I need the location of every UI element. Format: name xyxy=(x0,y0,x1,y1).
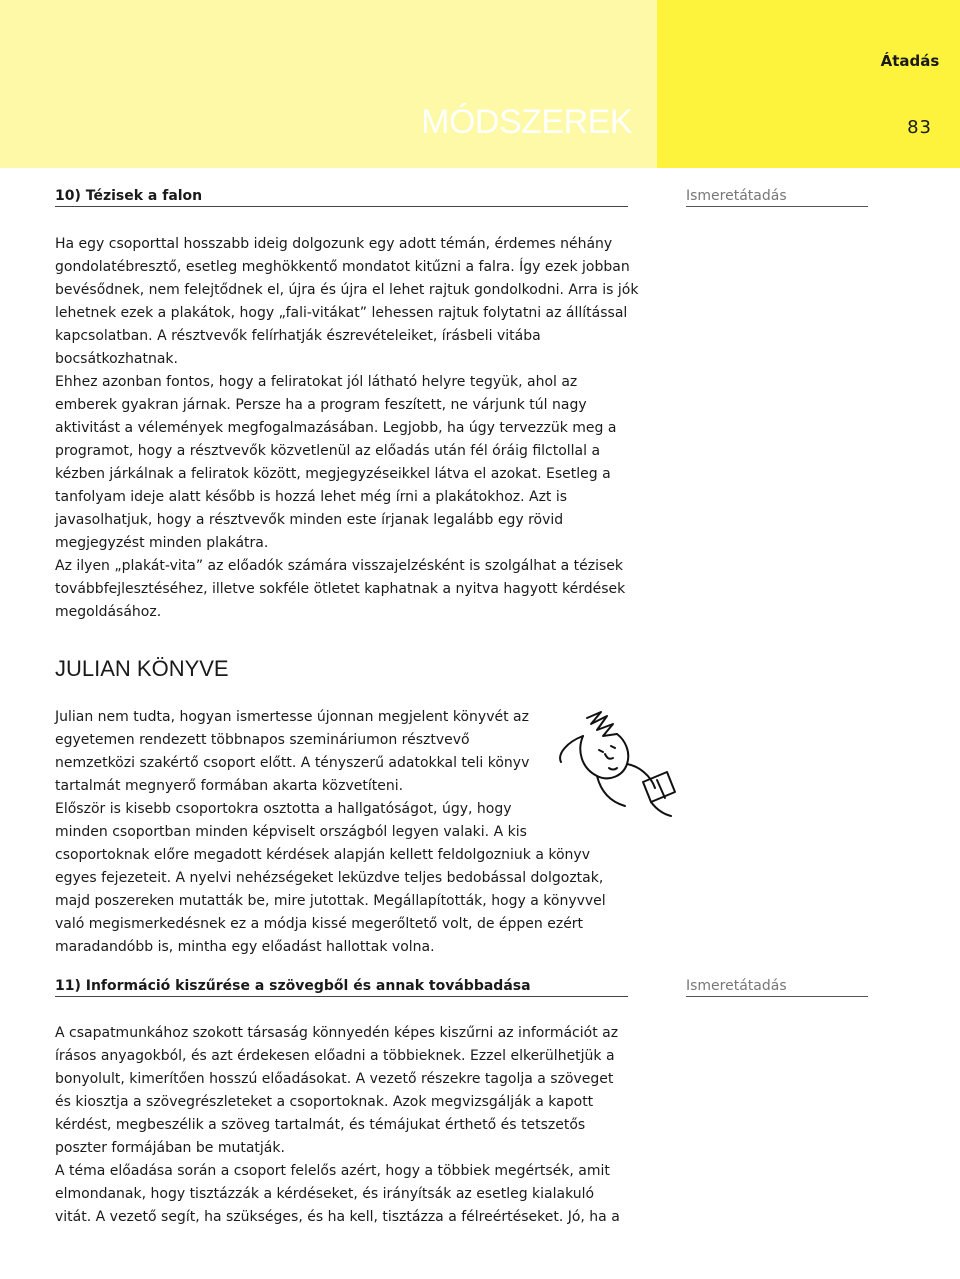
header-accent-band xyxy=(657,0,960,168)
section-10-side-label: Ismeretátadás xyxy=(686,188,868,207)
section-11-heading: 11) Információ kiszűrése a szövegből és annak továbbadása xyxy=(55,978,628,997)
paragraph: Az ilyen „plakát-vita” az előadók számára visszajelzésként is szolgálhat a tézisek továbbfejlesztéséhez, illetve sokféle ötletet kaphatnak a nyitva hagyott kérdések megoldásához. xyxy=(55,558,626,620)
julian-heading: JULIAN KÖNYVE xyxy=(55,656,229,681)
page-title: MÓDSZEREK xyxy=(421,103,632,141)
paragraph: A téma előadása során a csoport felelős azért, hogy a többiek megértsék, amit elmondanak, hogy tisztázzák a kérdéseket, és irányítsák az esetleg kialakuló vitát. A vezető segít, ha szükséges, és ha kell, tisztázza a félreértéseket. Jó, ha a xyxy=(55,1163,620,1225)
section-10-body xyxy=(55,233,640,624)
paragraph: A csapatmunkához szokott társaság könnyedén képes kiszűrni az információt az írásos anyagokból, és azt érdekesen előadni a többieknek. Ezzel elkerülhetjük a bonyolult, kimerítően hosszú előadásokat. A vezető részekre tagolja a szöveget és kiosztja a szövegrészleteket a csoportoknak. Azok megvizsgálják a kapott kérdést, megbeszélik a szöveg tartalmát, és témájukat érthető és tetszetős poszter formájában be mutatják. xyxy=(55,1025,619,1156)
section-tab: Átadás xyxy=(880,52,940,70)
reading-person-illustration xyxy=(547,706,687,826)
paragraph: Először is kisebb csoportokra osztotta a hallgatóságot, úgy, hogy minden csoportban minden képviselt országból legyen valaki. A kis csoportoknak előre megadott kérdések alapján kellett feldolgozniuk a könyv egyes fejezeteit. A nyelvi nehézségeket leküzdve teljes bedobással dolgoztak, majd poszereken mutatták be, mire jutottak. Megállapították, hogy a könyvvel való megismerkedésnek ez a módja kissé megerőltető volt, de éppen ezért maradandóbb is, mintha egy előadást hallottak volna. xyxy=(55,801,606,955)
section-11-body xyxy=(55,1022,620,1229)
page-number: 83 xyxy=(907,117,932,138)
paragraph: Ehhez azonban fontos, hogy a feliratokat jól látható helyre tegyük, ahol az emberek gyakran járnak. Persze ha a program feszített, ne várjunk túl nagy aktivitást a vélemények megfogalmazásában. Legjobb, ha úgy tervezzük meg a programot, hogy a résztvevők közvetlenül az előadás után fél óráig filctollal a kézben járkálnak a feliratok között, megjegyzéseikkel látva el azokat. Esetleg a tanfolyam ideje alatt később is hozzá lehet még írni a plakátokhoz. Azt is javasolhatjuk, hogy a résztvevők minden este írjanak legalább egy rövid megjegyzést minden plakátra. xyxy=(55,374,617,551)
section-10-heading: 10) Tézisek a falon xyxy=(55,188,628,207)
julian-body xyxy=(55,706,635,959)
section-11-side-label: Ismeretátadás xyxy=(686,978,868,997)
paragraph: Julian nem tudta, hogyan ismertesse újonnan megjelent könyvét az egyetemen rendezett többnapos szemináriumon résztvevő nemzetközi szakértő csoport előtt. A tényszerű adatokkal teli könyv tartalmát megnyerő formában akarta közvetíteni. xyxy=(55,709,530,794)
paragraph: Ha egy csoporttal hosszabb ideig dolgozunk egy adott témán, érdemes néhány gondolatébresztő, esetleg meghökkentő mondatot kitűzni a falra. Így ezek jobban bevésődnek, nem felejtődnek el, újra és újra el lehet rajtuk gondolkodni. Arra is jók lehetnek ezek a plakátok, hogy „fali-vitákat” lehessen rajtuk folytatni az állítással kapcsolatban. A résztvevők felírhatják észrevételeiket, írásbeli vitába bocsátkozhatnak. xyxy=(55,236,639,367)
